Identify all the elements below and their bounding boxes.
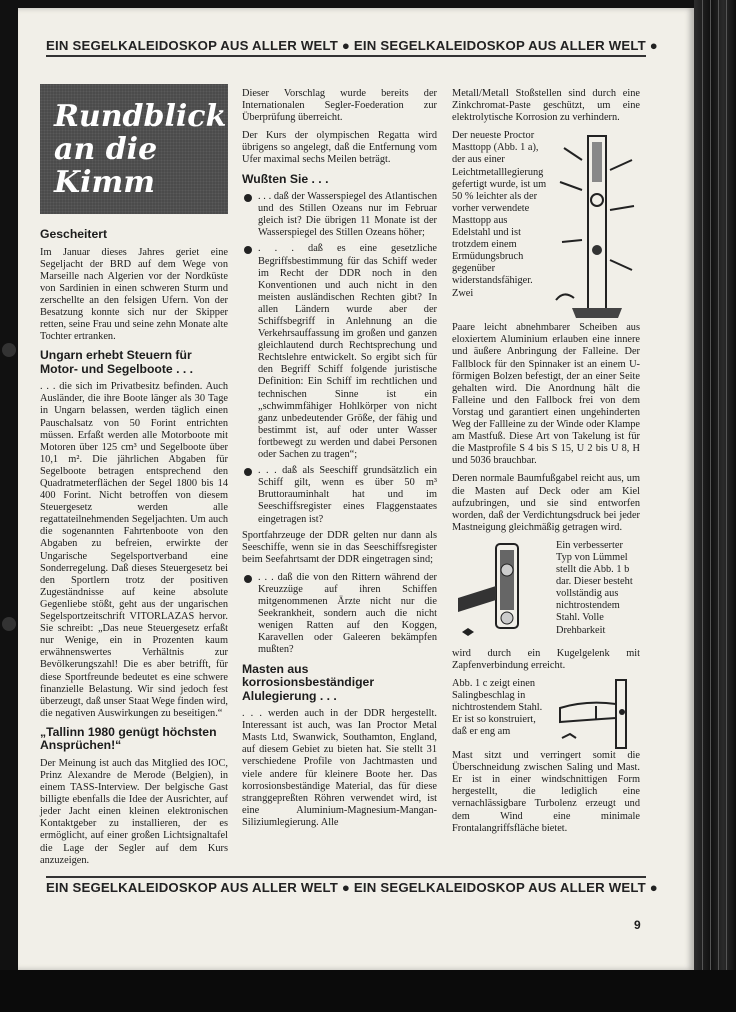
heading-gescheitert: Gescheitert (40, 227, 108, 241)
heading-tallinn: „Tallinn 1980 genügt höchsten Ansprüchen!“ (40, 724, 217, 753)
paragraph: Dieser Vorschlag wurde bereits der Internationalen Segler-Foederation zur Überprüfung überreicht. (242, 88, 437, 124)
paragraph: Der Meinung ist auch das Mitglied des IOC, Prinz Alexandre de Merode (Belgien), in einem TASS-Interview. Der belgische Gast billigte ebenfalls die Idee der Ausrichter, auf jeder Jacht einen kleinen elektronischen Kontaktgeber zu installieren, der es ermöglicht, auf einer großen Lichtsignaltafel die Lage der Segler auf dem Kurs anzuzeigen. (40, 757, 228, 866)
paragraph: Deren normale Baumfußgabel reicht aus, um die Masten auf Deck oder am Kiel aufzubringen, und sie sind entworfen worden, daß der Verdichtungsdruck bei jeder Mastneigung gleichmäßig getragen wird. (452, 473, 640, 533)
heading-masten: Masten aus korrosionsbeständiger Alulegierung . . . (242, 661, 375, 703)
paragraph: wird durch ein Kugelgelenk mit Zapfenverbindung erreicht. (452, 647, 640, 671)
paragraph: Sportfahrzeuge der DDR gelten nur dann als Seeschiffe, wenn sie in das Seeschiffsregister beim Seefahrtsamt der DDR eingetragen sind; (242, 529, 437, 565)
bottom-banner: EIN SEGELKALEIDOSKOP AUS ALLER WELT ● EIN SEGELKALEIDOSKOP AUS ALLER WELT ● (46, 876, 646, 895)
page-number: 9 (634, 918, 641, 932)
heading-wussten-sie: Wußten Sie . . . (242, 171, 329, 186)
top-banner: EIN SEGELKALEIDOSKOP AUS ALLER WELT ● EIN SEGELKALEIDOSKOP AUS ALLER WELT ● (46, 38, 646, 57)
bullet-item: . . . daß der Wasserspiegel des Atlantischen und des Stillen Ozeans nur im Februar gleich ist? Die übrigen 11 Monate ist der Wasserspiegel des Stillen Ozeans höher; (242, 191, 437, 239)
header-line-2: an die (54, 132, 158, 167)
spreader-fitting-illustration (556, 678, 640, 750)
section-header (40, 84, 228, 214)
column-3 (452, 88, 640, 841)
masthead-fitting-illustration (552, 130, 640, 322)
paragraph: Im Januar dieses Jahres geriet eine Segeljacht der BRD auf dem Wege von Marseille nach Algerien vor der Nordküste von Sardinien in einen schweren Sturm und zerschellte an den felsigen Ufern. Von der Besatzung konnte sich nur der Skipper retten, seine Frau und seine zehn Monate alte Tochter ertranken. (40, 246, 228, 343)
header-line-3: Kimm (54, 165, 155, 200)
gooseneck-illustration (452, 540, 552, 648)
paragraph: Der Kurs der olympischen Regatta wird übrigens so angelegt, daß die Entfernung vom Ufer maximal sechs Meilen beträgt. (242, 130, 437, 166)
paragraph: Mast sitzt und verringert somit die Überschneidung zwischen Saling und Mast. Er ist in einer windschnittigen Form hergestellt, die lediglich eine vernachlässigbare Turbolenz erzeugt und dem Wind eine minimale Frontalangriffsfläche bietet. (452, 750, 640, 834)
paragraph: Metall/Metall Stoßstellen sind durch eine Zinkchromat-Paste geschützt, um eine elektrolytische Korrosion zu verhindern. (452, 88, 640, 124)
binder-hole (2, 343, 16, 357)
bullet-item: . . . daß die von den Rittern während der Kreuzzüge auf ihren Schiffen mitgenommenen Ärzte nicht nur die Seekrankheit, sondern auch die nicht wenigen Ratten auf den Koggen, Karavellen oder Galeeren bekämpfen mußten? (242, 572, 437, 657)
paragraph: Der neueste Proctor Masttopp (Abb. 1 a), der aus einer Leichtmetalllegierung gefertigt wurde, ist um 50 % leichter als der vorher verwendete Masttopp aus Edelstahl und ist trotzdem einem Ermüdungsbruch gegenüber widerstandsfähiger. Zwei (452, 130, 547, 299)
heading-ungarn: Ungarn erhebt Steuern für Motor- und Segelboote . . . (40, 348, 194, 376)
bullet-item: . . . daß es eine gesetzliche Begriffsbestimmung für das Schiff weder im Recht der DDR noch in den Konventionen und auch nicht in den meisten ausländischen Rechten gibt? In allen Ländern wurde aber der Schiffsbegriff in Anlehnung an die Verkehrsauffassung im großen und ganzen gleichlautend durch Rechtsprechung und Rechtslehre entwickelt. So ergibt sich für den Begriff Schiff folgende juristische Definition: Ein Schiff im rechtlichen und technischen Sinne ist ein „schwimmfähiger Hohlkörper von nicht ganz unbedeutender Größe, der fähig und bestimmt ist, auf oder unter Wasser fortbewegt zu werden und dabei Personen oder Sachen zu tragen“; (242, 243, 437, 461)
column-2 (242, 88, 437, 835)
bullet-item: . . . daß als Seeschiff grundsätzlich ein Schiff gilt, wenn es über 50 m³ Bruttorauminhalt hat und im Seeschiffsregister eines Flaggenstaates eingetragen ist? (242, 465, 437, 525)
paragraph: . . . werden auch in der DDR hergestellt. Interessant ist auch, was Ian Proctor Metal Masts Ltd, Swanwick, Southamton, England, auf diesem Gebiet zu bieten hat. Sie stellt 31 verschiedene Profile von Jachtmasten und viele andere für kleinere Boote her. Das korrosionsbeständige Material, das für diese stranggepreßten Röhren verwendet wird, ist eine Aluminium-Magnesium-Mangan-Siliziumlegierung. Alle (242, 708, 437, 828)
column-1 (40, 222, 228, 873)
book-spine (694, 0, 736, 1012)
binder-hole (2, 617, 16, 631)
header-line-1: Rundblick (54, 99, 227, 134)
paragraph: Paare leicht abnehmbarer Scheiben aus eloxiertem Aluminium erlauben eine innere und äußere Anbringung der Falleine. Der Fallblock für den Spinnaker ist an einem U-förmigen Bolzen befestigt, der an einer Seite gehalten wird. Die Anordnung hält die Falleine und den Fallbock frei von dem Vorstag und garantiert einen ungehinderten Weg der Fallleine zu der Winde oder Klampe am Mastfuß. Diese Art von Takelung ist für die Mastprofile S 4 bis S 15, U 2 bis U 8, H und 5036 brauchbar. (452, 322, 640, 467)
scan-border (0, 970, 736, 1012)
paragraph: Abb. 1 c zeigt einen Salingbeschlag in nichtrostendem Stahl. Er ist so konstruiert, daß er eng am (452, 678, 543, 738)
paragraph: . . . die sich im Privatbesitz befinden. Auch Ausländer, die ihre Boote länger als 30 Tage in Ungarn belassen, werden täglich einen Pauschalsatz von 50 Forint entrichten müssen. Erfaßt werden alle Motorboote mit Motoren über 125 cm³ und Segelboote über 10,1 m². Die jährlichen Abgaben für Segelboote betragen entsprechend den Quadratmeterflächen der Segel 1800 bis 14 400 Forint. Nicht betroffen von diesem Steuergesetz werden alle regattateilnehmenden Segeljachten. Um auch die sogenannten Fahrtenboote von den Abgaben zu befreien, erwirkte der Ungarische Segelsportverband eine Sonderregelung. Daß dieses Steuergesetz bei den Sportlern trotz der positiven Zugeständnisse auf keine absolute Gegenliebe stößt, geht aus der ungarischen Segelsportzeitschrift VITORLAZAS hervor. Sie schreibt: „Das neue Steuergesetz erfaßt nur Wenige, ein in Prozenten kaum erwähnenswertes Verhältnis zur Bevölkerungszahl! Die es aber betrifft, für diese Sportfreunde bedeutet es eine schwere finanzielle Belastung. Wir sind jedoch fest überzeugt, daß unser Staat Wege finden wird, die negativen Auswirkungen zu beseitigen.“ (40, 381, 228, 719)
paragraph: Ein verbesserter Typ von Lümmel stellt die Abb. 1 b dar. Dieser besteht vollständig aus nichtrostendem Stahl. Volle Drehbarkeit (556, 539, 633, 636)
